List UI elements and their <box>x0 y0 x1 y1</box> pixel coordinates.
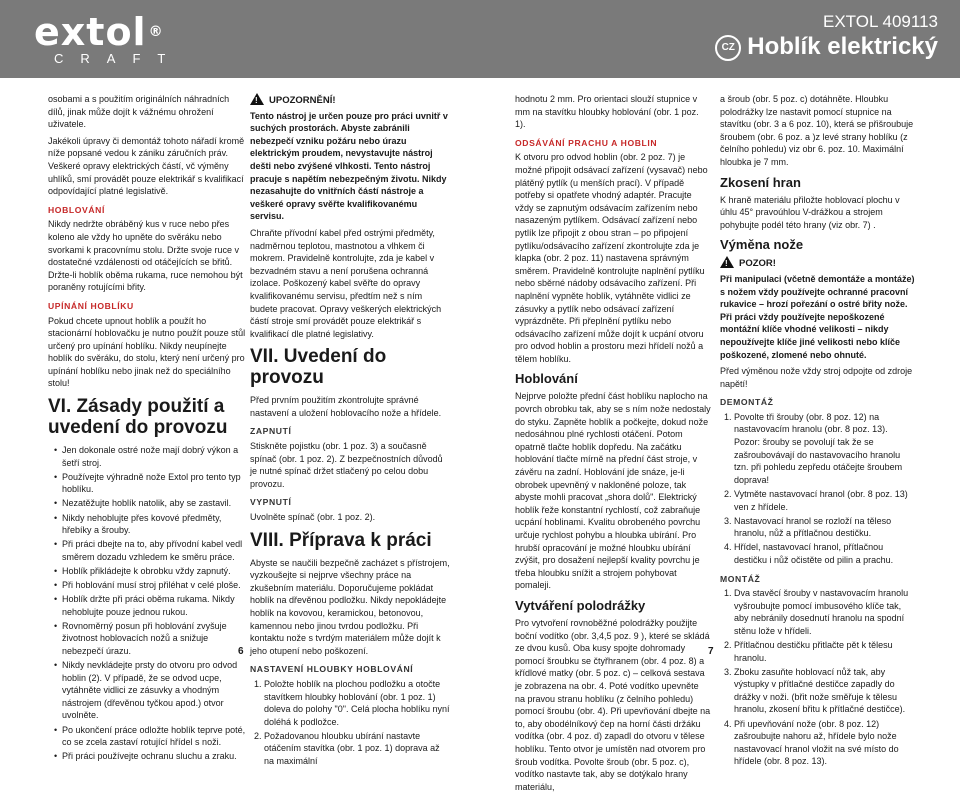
list-item: • Při práci používejte ochranu sluchu a zraku. <box>56 750 248 763</box>
assembly-list <box>720 587 916 768</box>
paragraph: K hraně materiálu přiložte hoblovací plochu v úhlu 45° pravoúhlou V-drážkou a strojem pohybujte podél této hrany (viz obr. 7) . <box>720 194 900 230</box>
list-item: 3. Zboku zasuňte hoblovací nůž tak, aby výstupky v přítlačné destičce zapadly do drážky v noži. (břit nože směřuje k tělesu hranolu, zkosení břitu k přítlačné destičce). <box>734 666 916 716</box>
language-badge: CZ <box>715 35 741 61</box>
list-item: • Po ukončení práce odložte hoblík teprve poté, co se zcela zastaví rotující hřídel s noži. <box>56 724 248 749</box>
product-title-row <box>715 32 938 62</box>
page-header <box>0 0 960 78</box>
paragraph: Stiskněte pojistku (obr. 1 poz. 3) a současně spínač (obr. 1 poz. 2). Z bezpečnostních důvodů je nutné spínač držet stlačený po celou dobu provozu. <box>250 441 443 489</box>
list-item: • Používejte výhradně nože Extol pro tento typ hoblíku. <box>56 471 248 496</box>
paragraph: Před prvním použitím zkontrolujte správné nastavení a uložení hoblovacího nože a hřídele. <box>250 395 442 418</box>
registered-mark: ® <box>148 24 164 40</box>
list-item: • Při hoblování musí stroj přiléhat v celé ploše. <box>56 579 248 592</box>
paragraph: Nejprve položte přední část hoblíku naplocho na povrch obrobku tak, aby se s ním nože nedostaly do styku. Zapněte hoblík a počkejte, dokud nože nedosáhnou plné rychlosti otáčení. Potom opatrně tlačte hoblík dopředu. Na začátku hoblování tlačte mírně na přední část stroje, v závěru na zadní. Hoblování jde snáze, je-li obrobek upevněný v nakloněné poloze, tak abyste mohli pracovat „shora dolů". Elektrický hoblík řeže konstantní rychlostí, což zabraňuje ucpání hoblinami. Kvalitu obrobeného povrchu určuje rychlost pohybu a hloubka ubírání. Pro hrubší opracování je možné hloubku ubírání zvýšit, pro dosažení nejlepší kvality povrchu je třeba hloubku snížit a strojem pohybovat pomaleji. <box>515 391 711 591</box>
list-item: • Hoblík držte při práci oběma rukama. Nikdy nehoblujte pouze jednou rukou. <box>56 593 248 618</box>
paragraph: Uvolněte spínač (obr. 1 poz. 2). <box>250 512 376 523</box>
warning-text: Tento nástroj je určen pouze pro práci uvnitř v suchých prostorách. Abyste zabránili nebezpečí vzniku požáru nebo úrazu elektrickým proudem, nevystavujte nástroj dešti nebo zvýšené vlhkosti. Tento nástroj pracuje s napětím nebezpečným životu. Nikdy nezasahujte do vnitřních částí nástroje a veškeré opravy svěřte kvalifikovanému servisu. <box>250 110 448 222</box>
extol-craft-logo <box>34 12 182 66</box>
header-title-block <box>715 12 938 62</box>
paragraph: Chraňte přívodní kabel před ostrými předměty, nadměrnou teplotou, mastnotou a vlhkem či mokrem. Pravidelně kontrolujte, zda je kabel v bezvadném stavu a není porušena ochranná izolace. Poškozený kabel svěřte do opravy kvalifikovanému servisu, předtím než s ním budete pracovat. Opravy veškerých elektrických částí stroje smí provádět pouze elektrikář s kvalifikací dle platné legislativy. <box>250 227 442 339</box>
paragraph: Pokud chcete upnout hoblík a použít ho stacionární hoblovačku je nutno použít pouze stůl určený pro upínání hoblíku. Nikdy neupínejte hoblík do svěráku, do stolu, který není určený pro upínání hoblíku nebo jinak než do speciálního stolu! <box>48 315 246 389</box>
paragraph: Před výměnou nože vždy stroj odpojte od zdroje napětí! <box>720 366 913 389</box>
list-item: • Při práci dbejte na to, aby přívodní kabel vedl směrem dozadu vzhledem ke směru práce. <box>56 538 248 563</box>
list-item: • Nezatěžujte hoblík natolik, aby se zastavil. <box>56 497 248 510</box>
disassembly-list <box>720 411 916 567</box>
list-item: 2. Požadovanou hloubku ubírání nastavte otáčením stavítka (obr. 1 poz. 1) doprava až na maximální <box>264 730 450 768</box>
warning-label: POZOR! <box>739 258 776 270</box>
list-item: 2. Vytměte nastavovací hranol (obr. 8 poz. 13) ven z hřídele. <box>734 488 916 513</box>
page-number-left: 6 <box>238 646 244 657</box>
section-heading-vii: VII. Uvedení do provozu <box>250 346 387 389</box>
list-item: • Nikdy nehoblujte přes kovové předměty, hřebíky a šrouby. <box>56 512 248 537</box>
list-item: 4. Hřídel, nastavovací hranol, přítlačnou destičku i nůž očistěte od pilin a prachu. <box>734 541 916 566</box>
paragraph: K otvoru pro odvod hoblin (obr. 2 poz. 7) je možné připojit odsávací zařízení (vysavač) nebo plátěný pytlík (u menších prací). V případě potřeby si opatřete vhodný adaptér. Pracujte vždy se zapnutým odsávacím zařízením nebo nasazeným pytlíkem. Odsávací zařízení nebo pytlík lze připojit z obou stran – po připojení pytlíku/odsávacího zařízení zkontrolujte zda je klapka (obr. 2 poz. 11) nastavena správným směrem. Pravidelně kontrolujte naplnění pytlíku nebo sběrné nádoby odsávacího zařízení. Při naplnění vypněte hoblík, vytáhněte vidlici ze zásuvky a pytlík nebo odsávací zařízení vyprázdněte. Při přeplnění pytlíku nebo odsávacího zařízení může dojít k ucpání otvoru pro odvod hoblin a prostoru mezi hřídelí nožů a tělem hoblíku. <box>515 152 708 364</box>
list-item: 1. Položte hoblík na plochou podložku a otočte stavítkem hloubky hoblování (obr. 1 poz. 1) doleva do polohy "0". Celá plocha hoblíku nyní doléhá k podložce. <box>264 678 450 728</box>
paragraph: Pro vytvoření rovnoběžné polodrážky použijte boční vodítko (obr. 3,4,5 poz. 9 ), které se skládá ze dvou kusů. Oba kusy spojte dohromady pomocí šroubku se čtyřhranem (obr. 4 poz. 8) a křídlové matky (obr. 5 poz. c) – celková sestava je zobrazena na obr. 4. Poté vodítko upevněte na pravou stranu hoblíku (z čelního pohledu) pomocí šroubu (obr. 4). Při upevňování dbejte na to, aby obodélníkový čep na horní části držáku vodítka (obr. 4 poz. d) zapadl do otvoru v tělese hoblíku. Tento otvor je umístěn nad otvorem pro šroub vodítka. Povolte šroub (obr. 5 poz. c), vodítko nastavte tak, aby se dotýkalo hrany materiálu, <box>515 617 711 792</box>
subheading-odsavani: ODSÁVÁNÍ PRACHU A HOBLIN <box>515 137 658 148</box>
usage-rules-list <box>48 444 248 763</box>
list-item: 2. Přítlačnou destičku přitlačte pět k tělesu hranolu. <box>734 639 916 664</box>
warning-label: UPOZORNĚNÍ! <box>269 95 336 106</box>
list-item: 4. Při upevňování nože (obr. 8 poz. 12) zašroubujte nahoru až, hřídele bylo nože nastavovací hranol vložit na své místo do hřídele (obr. 8 poz. 13). <box>734 718 916 768</box>
logo-wordmark: extol <box>34 10 147 54</box>
section-heading-vymena-noze: Výměna nože <box>720 237 804 253</box>
section-heading-hoblovani: Hoblování <box>515 371 578 387</box>
subheading-hoblovani: HOBLOVÁNÍ <box>48 204 105 215</box>
subheading-montaz: MONTÁŽ <box>720 573 761 584</box>
list-item: • Jen dokonale ostré nože mají dobrý výkon a šetří stroj. <box>56 444 248 469</box>
section-heading-zkoseni: Zkosení hran <box>720 174 801 190</box>
column-2 <box>250 93 450 769</box>
subheading-demontaz: DEMONTÁŽ <box>720 397 774 408</box>
page-number-right: 7 <box>708 646 714 657</box>
list-item: • Rovnoměrný posun při hoblování zvyšuje životnost hoblovacích nožů a snižuje nebezpečí úrazu. <box>56 620 248 658</box>
subheading-vypnuti: VYPNUTÍ <box>250 497 292 508</box>
column-4 <box>720 93 916 769</box>
subheading-zapnuti: ZAPNUTÍ <box>250 426 292 437</box>
warning-text: Při manipulaci (včetně demontáže a montáže) s nožem vždy používejte ochranné pracovní rukavice – hrozí pořezání o ostré břity nože. Při práci vždy používejte nepoškozené montážní klíče vhodné velikosti – nikdy nepoužívejte klíče jiné velikosti nebo klíče poškozené, zlomené nebo ohnuté. <box>720 273 915 360</box>
model-number: EXTOL 409113 <box>823 12 938 31</box>
warning-icon <box>720 256 734 268</box>
section-heading-vi: VI. Zásady použití a uvedení do provozu <box>48 396 228 439</box>
list-item: 3. Nastavovací hranol se rozloží na těleso hranolu, nůž a přítlačnou destičku. <box>734 515 916 540</box>
paragraph: Abyste se naučili bezpečně zacházet s přístrojem, vyzkoušejte si nejprve všechny práce na zkušebním materiálu. Doporučujeme pokládat hoblík na dřevěnou podložku. Nikdy nepokládejte hoblík na kovovou, keramickou, betonovou, kamennou nebo jinou tvrdou podložku. Při kontaktu nože s tvrdým materiálem může dojít k jeho otupení nebo poškození. <box>250 557 450 656</box>
list-item: 1. Povolte tři šrouby (obr. 8 poz. 12) na nastavovacím hranolu (obr. 8 poz. 13). Pozor: šrouby se povolují tak že se zašroubovávají do nastavovacího hranolu tzn. při pohledu zepředu otáčejte šroubem doprava! <box>734 411 916 487</box>
paragraph: Jakékoli úpravy či demontáž tohoto nářadí kromě níže popsané vedou k zániku záručních práv. Veškeré opravy elektrických částí, vč výměny uhlíků, smí provádět pouze elektrikář s kvalifikací odpovídající platné legislativě. <box>48 135 245 197</box>
list-item: • Nikdy nevkládejte prsty do otvoru pro odvod hoblin (2). V případě, že se odvod ucpe, vytáhněte vidlici ze zásuvky a vhodným nástrojem (dřevěnou tyčkou apod.) otvor uvolněte. <box>56 659 248 722</box>
section-heading-viii: VIII. Příprava k práci <box>250 529 432 551</box>
section-heading-polodrazka: Vytváření polodrážky <box>515 597 646 613</box>
list-item: 1. Dva stavěcí šrouby v nastavovacím hranolu vyšroubujte pomocí imbusového klíče tak, aby nebránily dosednutí hranolu na spodní stěnu lože v hřídeli. <box>734 587 916 637</box>
product-title: Hoblík elektrický <box>747 33 938 60</box>
paragraph: a šroub (obr. 5 poz. c) dotáhněte. Hloubku polodrážky lze nastavit pomocí stupnice na stavítku (obr. 3 a 6 poz. 10), která se přišroubuje šroubem (obr. 6 poz. a )z levé strany hoblíku (z čelního pohledu) viz obr 6. poz. 10. Maximální hloubka je 7 mm. <box>720 94 914 167</box>
depth-steps-list <box>250 678 450 768</box>
warning-heading <box>250 93 450 108</box>
subheading-hloubka: NASTAVENÍ HLOUBKY HOBLOVÁNÍ <box>250 664 414 675</box>
subheading-upinani: UPÍNÁNÍ HOBLÍKU <box>48 300 134 311</box>
warning-icon <box>250 93 264 105</box>
list-item: • Hoblík přikládejte k obrobku vždy zapnutý. <box>56 565 248 578</box>
paragraph: Nikdy nedržte obráběný kus v ruce nebo přes koleno ale vždy ho upněte do svěráku nebo svorkami k pracovnímu stolu. Držte svoje ruce v dostatečné vzdálenosti od otáčejících se břitů. Držte-li hoblík oběma rukama, ruce nemohou být poraněny rotujícími břity. <box>48 219 243 293</box>
warning-heading <box>720 256 916 271</box>
logo-subtitle: CRAFT <box>54 51 183 66</box>
column-3 <box>515 93 711 797</box>
column-1 <box>48 93 248 764</box>
paragraph: osobami a s použitím originálních náhradních dílů, jinak může dojít k vážnému ohrožení uživatele. <box>48 94 230 130</box>
paragraph: hodnotu 2 mm. Pro orientaci slouží stupnice v mm na stavítku hloubky hoblování (obr. 1 poz. 1). <box>515 94 699 130</box>
